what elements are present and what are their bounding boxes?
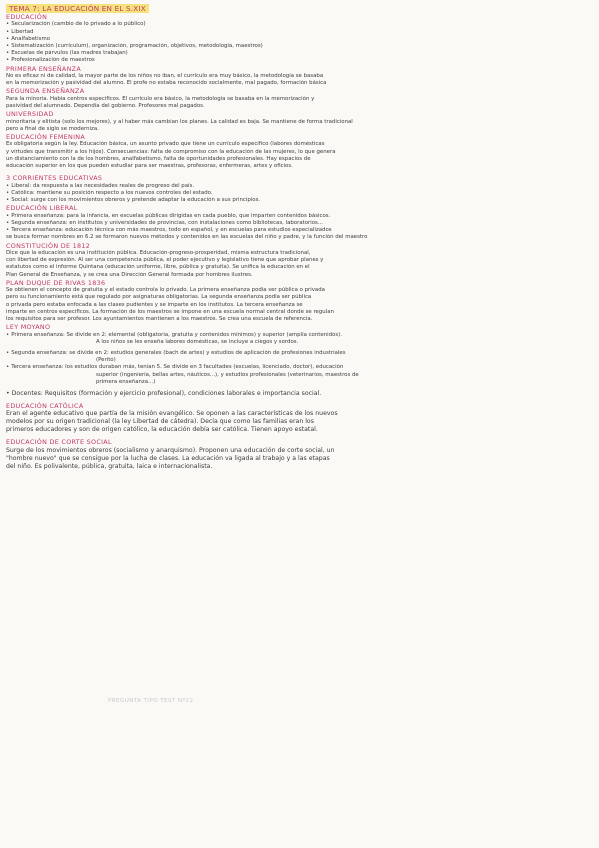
- text-line: Es obligatoria según la ley. Educación básica, un asunto privado que tiene un currículo específico (labores domésticas: [6, 141, 325, 148]
- list-item: • Libertad: [6, 29, 591, 36]
- text-line: en la memorización y pasividad del alumno. El profe no estaba reconocido socialmente, mal pagado, formación básica: [6, 80, 327, 87]
- text-line: "hombre nuevo" que se consigue por la lucha de clases. La educación va ligada al trabajo y a las etapas: [6, 454, 330, 462]
- heading-primera-ensenanza: PRIMERA ENSEÑANZA: [6, 64, 82, 73]
- text-line: los requisitos para ser profesor. Los ayuntamientos mantienen a los maestros. Se crea una escuela de referencia.: [6, 315, 313, 322]
- list-item: • Primera enseñanza: Se divide en 2: elemental (obligatoria, gratuita y contenidos mínimos) y superior (amplía contenidos).: [6, 332, 591, 339]
- heading-segunda-ensenanza: SEGUNDA ENSEÑANZA: [6, 87, 85, 96]
- text-line: un distanciamiento con la de los hombres, analfabetismo, falta de oportunidades profesionales. Hay espacios de: [6, 155, 311, 162]
- heading-educacion-catolica: EDUCACIÓN CATÓLICA: [6, 401, 84, 410]
- heading-corrientes: 3 CORRIENTES EDUCATIVAS: [6, 174, 103, 183]
- text-line: pasividad del alumnado. Dependía del gobierno. Profesores mal pagados.: [6, 103, 205, 110]
- heading-universidad: UNIVERSIDAD: [6, 110, 54, 119]
- text-line: estatutos como el informe Quintana (educación uniforme, libre, pública y gratuita). Se unifica la educación en el: [6, 264, 310, 271]
- heading-plan-duque-de-rivas: PLAN DUQUE DE RIVAS 1836: [6, 278, 106, 287]
- text-line: No es eficaz ni de calidad, la mayor parte de los niños no iban, el currículo era muy básico, la metodología se basaba: [6, 73, 324, 80]
- text-line: (Perito): [96, 357, 116, 364]
- text-line: imparte en centros específicos. La formación de los maestros se impone en una escuela normal central donde se regulan: [6, 308, 334, 315]
- text-line: educación superior en los que pueden estudiar para ser maestras, profesoras, enfermeras, artes y oficios.: [6, 163, 293, 170]
- heading-educacion-liberal: EDUCACIÓN LIBERAL: [6, 204, 78, 213]
- text-line: y virtudes que transmitir a los hijos). Consecuencias: falta de compromiso con la educación de las mujeres, lo que genera: [6, 148, 336, 155]
- list-item: • Secularización (cambio de lo privado a lo público): [6, 21, 591, 28]
- title-row: [6, 4, 591, 13]
- list-item: • Sistematización (currículum), organización, programación, objetivos, metodología, maestros): [6, 43, 591, 50]
- footer-note: PREGUNTA TIPO TEST Nº22: [108, 698, 194, 704]
- list-item: • Liberal: da respuesta a las necesidades reales de progreso del país.: [6, 183, 591, 190]
- list-item: • Católica: mantiene su posición respecto a los nuevos controles del estado.: [6, 190, 591, 197]
- heading-ley-moyano: LEY MOYANO: [6, 323, 51, 332]
- text-line: o privada pero estaba enfocada a las clases pudientes y se imparte en los institutos. La tercera enseñanza se: [6, 301, 303, 308]
- heading-educacion: EDUCACIÓN: [6, 13, 48, 21]
- list-item: • Segunda enseñanza: se divide en 2: estudios generales (bach de artes) y estudios de aplicación de profesiones industriales: [6, 350, 591, 357]
- text-line: primeros educadores y son de origen católico, la educación debía ser católica. Tienen apoyo estatal.: [6, 426, 318, 434]
- list-item: • Analfabetismo: [6, 36, 591, 43]
- text-line: primera enseñanza...): [96, 378, 156, 385]
- list-item: • Segunda enseñanza: en institutos y universidades de provincias, con instalaciones como bibliotecas, laboratorios...: [6, 220, 591, 227]
- text-line: Eran el agente educativo que partía de la misión evangélico. Se oponen a las características de los nuevos: [6, 410, 338, 418]
- text-line: A los niños se les enseña labores domésticas, se incluye a ciegos y sordos.: [96, 338, 299, 345]
- heading-educacion-corte-social: EDUCACIÓN DE CORTE SOCIAL: [6, 438, 112, 447]
- text-line: con libertad de expresión. Al ser una competencia pública, el poder ejecutivo y legislativo tiene que aprobar planes y: [6, 257, 324, 264]
- text-line: del niño. Es polivalente, pública, gratuita, laica e internacionalista.: [6, 462, 213, 470]
- text-line: Para la minoría. Había centros específicos. El currículo era básico, la metodología se basaba en la memorización y: [6, 95, 315, 102]
- text-line: modelos por su origen tradicional (la ley Libertad de cátedra). Decía que como las familias eran los: [6, 418, 314, 426]
- text-line: Surge de los movimientos obreros (socialismo y anarquismo). Proponen una educación de corte social, un: [6, 446, 335, 454]
- list-item: • Social: surge con los movimientos obreros y pretende adaptar la educación a sus principios.: [6, 197, 591, 204]
- list-item: • Escuelas de párvulos (las madres trabajan): [6, 50, 591, 57]
- text-line: Dice que la educación es una institución pública. Educación-progreso-prosperidad, misma estructura tradicional,: [6, 249, 311, 256]
- list-item: • Tercera enseñanza: educación técnica con más maestros, todo en español, y en escuelas para estudios especializados: [6, 227, 591, 234]
- text-line: Plan General de Enseñanza, y se crea una Dirección General formada por hombres ilustres.: [6, 271, 253, 278]
- list-item: • Tercera enseñanza: los estudios duraban más, tenían 5. Se divide en 3 facultades (escuelas, licenciado, doctor), educación: [6, 364, 591, 371]
- page-title: TEMA 7: LA EDUCACIÓN EN EL S.XIX: [6, 4, 149, 13]
- text-line: Se obtienen el concepto de gratuita y el estado controla lo privado. La primera enseñanza podía ser pública o privada: [6, 287, 325, 294]
- list-item: • Primera enseñanza: para la infancia, en escuelas públicas dirigidas en cada pueblo, que imparten contenidos básicos.: [6, 213, 591, 220]
- text-line: se busca formar nombres en 6.2 se formaron nuevos métodos y contenidos en las escuelas del niño y padre, y la función del maestro: [6, 234, 368, 241]
- text-line: minoritaria y elitista (solo los mejores), y al haber más cambian los planes. La calidad es baja. Se mantiene de forma tradicional: [6, 118, 353, 125]
- heading-educacion-femenina: EDUCACIÓN FEMENINA: [6, 133, 86, 142]
- text-line: pero su funcionamiento está que regulado por asignaturas obligatorias. La segunda enseñanza podía ser pública: [6, 294, 312, 301]
- list-item: • Profesionalización de maestros: [6, 57, 591, 64]
- text-line: superior (ingeniería, bellas artes, náuticos...), y estudios profesionales (veterinarios, maestros de: [96, 371, 359, 378]
- heading-constitucion-1812: CONSTITUCIÓN DE 1812: [6, 241, 91, 250]
- list-item: • Docentes: Requisitos (formación y ejercicio profesional), condiciones laborales e importancia social.: [6, 390, 591, 398]
- text-line: pero a final de siglo se moderniza.: [6, 125, 99, 132]
